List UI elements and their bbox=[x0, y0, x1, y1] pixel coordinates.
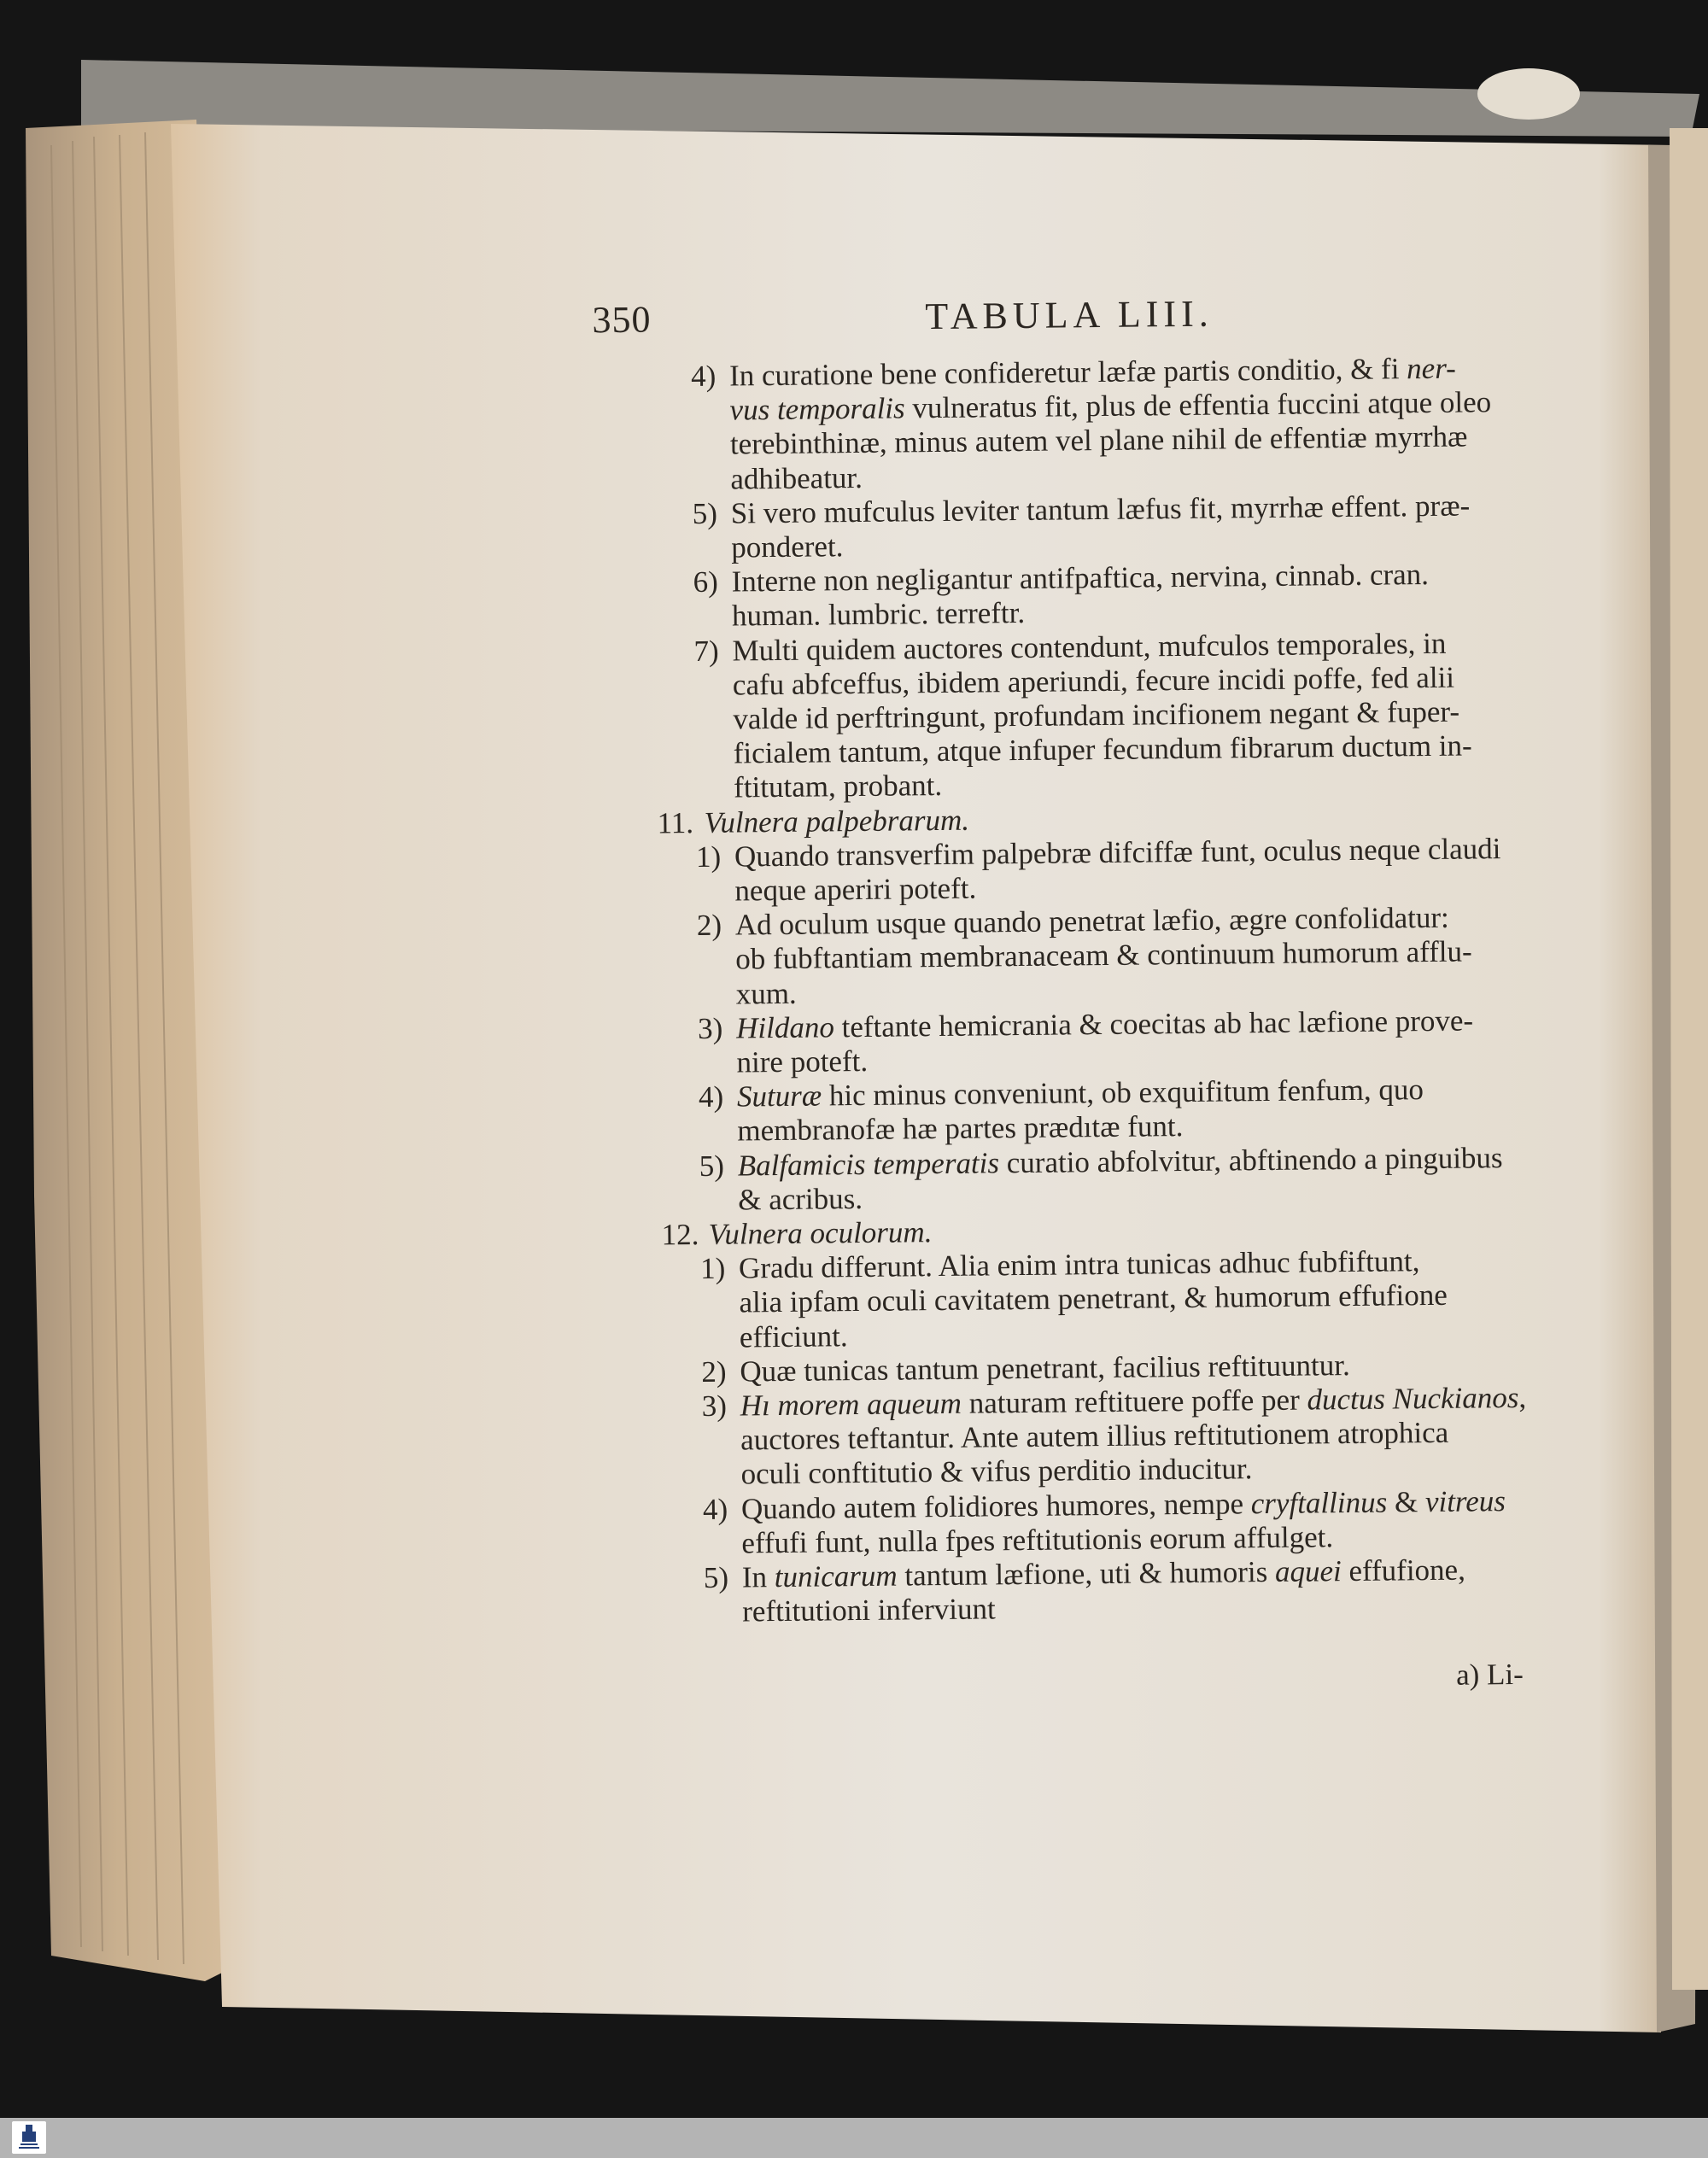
item-number: 1) bbox=[699, 1251, 726, 1286]
italic-segment: Hildano bbox=[735, 1010, 835, 1045]
italic-segment: ner- bbox=[1406, 351, 1456, 386]
catchword: a) Li- bbox=[1455, 1657, 1524, 1692]
italic-segment: vitreus bbox=[1424, 1483, 1506, 1518]
text-line bbox=[741, 1484, 1506, 1526]
text-segment: auctores teftantur. Ante autem illius reftitutionem atrophica bbox=[740, 1415, 1449, 1457]
italic-segment: Balfamicis temperatis bbox=[737, 1145, 1000, 1183]
text-segment: In bbox=[741, 1560, 775, 1594]
italic-segment: vus temporalis bbox=[729, 391, 905, 427]
italic-segment: Suturæ bbox=[736, 1079, 822, 1114]
text-line bbox=[731, 558, 1429, 599]
text-line bbox=[734, 872, 976, 909]
text-segment: , bbox=[1518, 1380, 1527, 1414]
text-segment: vulneratus fit, plus de effentia fuccini atque oleo bbox=[904, 385, 1492, 425]
text-segment: hic minus conveniunt, ob exquifitum fenfum, quo bbox=[821, 1073, 1424, 1113]
item-number: 4) bbox=[698, 1079, 724, 1114]
text-segment: Ad oculum usque quando penetrat læfio, ægre confolidatur: bbox=[734, 900, 1449, 942]
italic-segment: aquei bbox=[1274, 1554, 1342, 1588]
text-line bbox=[740, 1319, 848, 1354]
viewer-footer-bar bbox=[0, 2118, 1708, 2158]
text-line bbox=[740, 1453, 1252, 1492]
text-segment: efficiunt. bbox=[739, 1319, 848, 1354]
text-segment: & bbox=[1387, 1484, 1426, 1519]
text-segment: ponderet. bbox=[731, 529, 844, 564]
text-line bbox=[734, 832, 1501, 874]
item-number: 5) bbox=[703, 1560, 729, 1594]
item-number: 5) bbox=[692, 496, 718, 530]
text-segment: naturam reftituere poffe per bbox=[961, 1383, 1307, 1420]
italic-segment: Hı morem aqueum bbox=[740, 1386, 962, 1423]
text-segment: curatio abfolvitur, abftinendo a pinguibus bbox=[998, 1140, 1503, 1179]
text-line bbox=[736, 1044, 868, 1080]
text-line bbox=[704, 803, 969, 839]
text-line bbox=[737, 1073, 1424, 1114]
text-line bbox=[732, 596, 1025, 634]
text-segment: In curatione bene confideretur læfæ partis conditio, & fi bbox=[728, 352, 1407, 393]
item-number: 6) bbox=[693, 564, 719, 599]
text-segment: Multi quidem auctores contendunt, mufculos temporales, in bbox=[732, 626, 1447, 668]
text-line bbox=[742, 1553, 1465, 1595]
text-segment: valde id perftringunt, profundam incifionem negant & fuper- bbox=[733, 694, 1460, 736]
text-segment: ftitutam, probant. bbox=[733, 769, 943, 804]
text-line bbox=[734, 729, 1472, 771]
text-line bbox=[731, 529, 844, 564]
text-segment: Gradu differunt. Alia enim intra tunicas adhuc fubfiftunt, bbox=[738, 1244, 1420, 1285]
item-number: 7) bbox=[693, 634, 719, 668]
text-line bbox=[735, 976, 796, 1011]
library-logo-icon bbox=[12, 2121, 46, 2154]
text-segment: ficialem tantum, atque infuper fecundum fibrarum ductum in- bbox=[733, 728, 1472, 770]
item-number: 2) bbox=[701, 1354, 727, 1389]
text-segment: tantum læfione, uti & humoris bbox=[897, 1554, 1276, 1593]
text-segment: Quando autem folidiores humores, nempe bbox=[740, 1486, 1251, 1526]
text-segment: effufi funt, nulla fpes reftitutionis eorum affulget. bbox=[741, 1520, 1334, 1560]
text-line bbox=[736, 1003, 1473, 1045]
page-number: 350 bbox=[592, 298, 652, 342]
text-segment: adhibeatur. bbox=[730, 460, 863, 496]
text-segment: teftante hemicrania & coecitas ab hac læfione prove- bbox=[834, 1003, 1474, 1044]
text-line bbox=[739, 1278, 1448, 1320]
italic-segment: Vulnera oculorum. bbox=[708, 1215, 933, 1251]
text-segment: human. lumbric. terreftr. bbox=[731, 596, 1026, 633]
text-segment: cafu abfceffus, ibidem aperiundi, fecure incidi poffe, fed alii bbox=[732, 660, 1455, 702]
item-number: 3) bbox=[697, 1011, 723, 1045]
item-number: 4) bbox=[690, 359, 717, 394]
italic-segment: cryftallinus bbox=[1250, 1485, 1388, 1520]
text-segment: Interne non negligantur antifpaftica, nervina, cinnab. cran. bbox=[731, 558, 1430, 599]
item-number: 1) bbox=[695, 839, 722, 874]
text-segment: Si vero mufculus leviter tantum læfus fit, myrrhæ effent. præ- bbox=[730, 488, 1471, 530]
text-line bbox=[742, 1593, 996, 1629]
text-segment: nire poteft. bbox=[736, 1044, 869, 1079]
text-segment: neque aperiri poteft. bbox=[734, 871, 977, 908]
text-segment: membranofæ hæ partes prædıtæ funt. bbox=[737, 1109, 1184, 1148]
text-segment: alia ipfam oculi cavitatem penetrant, & humorum effufione bbox=[739, 1278, 1448, 1319]
italic-segment: ductus Nuckianos bbox=[1307, 1380, 1519, 1417]
running-title: TABULA LIII. bbox=[925, 292, 1214, 338]
text-line bbox=[741, 1520, 1333, 1560]
text-line bbox=[734, 769, 942, 805]
text-segment: xum. bbox=[735, 976, 797, 1011]
text-line bbox=[730, 461, 863, 497]
text-line bbox=[730, 420, 1468, 462]
item-number: 5) bbox=[699, 1149, 725, 1183]
text-segment: effufione, bbox=[1341, 1553, 1466, 1588]
text-segment: Quæ tunicas tantum penetrant, facilius reftituuntur. bbox=[740, 1348, 1350, 1389]
item-number: 11. bbox=[657, 805, 694, 840]
text-segment: & acribus. bbox=[738, 1181, 863, 1217]
text-line bbox=[708, 1215, 932, 1252]
text-line bbox=[738, 1182, 863, 1218]
text-line bbox=[735, 935, 1472, 977]
text-segment: ob fubftantiam membranaceam & continuum humorum afflu- bbox=[735, 934, 1472, 976]
item-number: 12. bbox=[661, 1217, 699, 1252]
item-number: 2) bbox=[696, 908, 722, 943]
text-line bbox=[740, 1416, 1448, 1458]
text-segment: reftitutioni inferviunt bbox=[742, 1592, 996, 1629]
text-segment: terebinthinæ, minus autem vel plane nihil de effentiæ myrrhæ bbox=[729, 419, 1468, 461]
text-segment: Quando transverfim palpebræ difciffæ funt, oculus neque claudi bbox=[734, 831, 1501, 874]
text-line bbox=[738, 1141, 1503, 1183]
italic-segment: Vulnera palpebrarum. bbox=[704, 803, 970, 839]
text-line bbox=[731, 488, 1471, 530]
italic-segment: tunicarum bbox=[774, 1559, 898, 1594]
text-line bbox=[737, 1109, 1183, 1148]
item-number: 4) bbox=[702, 1492, 728, 1526]
item-number: 3) bbox=[701, 1389, 728, 1423]
text-segment: oculi conftitutio & vifus perditio inducitur. bbox=[740, 1452, 1253, 1491]
